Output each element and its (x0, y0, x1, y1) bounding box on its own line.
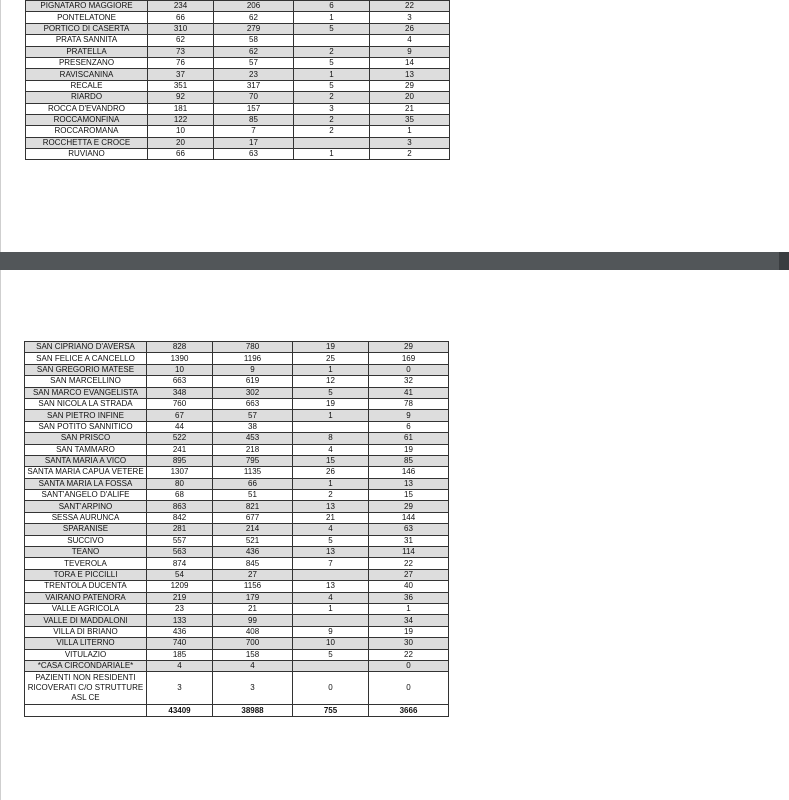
value-cell: 20 (148, 137, 214, 148)
value-cell: 13 (293, 501, 369, 512)
value-cell: 27 (213, 569, 293, 580)
value-cell: 157 (214, 103, 294, 114)
value-cell: 26 (370, 23, 450, 34)
value-cell: 37 (148, 69, 214, 80)
table-row (26, 80, 450, 91)
value-cell: 5 (294, 57, 370, 68)
value-cell: 144 (369, 512, 449, 523)
value-cell: 14 (370, 57, 450, 68)
value-cell: 279 (214, 23, 294, 34)
value-cell: 557 (147, 535, 213, 546)
value-cell: 1 (293, 410, 369, 421)
value-cell: 41 (369, 387, 449, 398)
municipality-cell: ROCCHETTA E CROCE (26, 137, 148, 148)
value-cell: 12 (293, 376, 369, 387)
table-row (25, 444, 449, 455)
table-row (25, 455, 449, 466)
municipalities-table-top (25, 0, 450, 160)
table-row (25, 433, 449, 444)
municipality-cell: TORA E PICCILLI (25, 569, 147, 580)
value-cell: 0 (369, 660, 449, 671)
municipality-cell: SANTA MARIA A VICO (25, 455, 147, 466)
table-row (26, 126, 450, 137)
value-cell: 54 (147, 569, 213, 580)
value-cell: 99 (213, 615, 293, 626)
table-row (25, 512, 449, 523)
value-cell: 1307 (147, 467, 213, 478)
value-cell: 281 (147, 524, 213, 535)
value-cell: 62 (214, 46, 294, 57)
table-row (25, 410, 449, 421)
table-row (26, 69, 450, 80)
table-row (25, 501, 449, 512)
value-cell: 663 (147, 376, 213, 387)
table-row (25, 649, 449, 660)
value-cell: 20 (370, 92, 450, 103)
value-cell: 21 (370, 103, 450, 114)
value-cell: 85 (214, 114, 294, 125)
table-row (25, 581, 449, 592)
municipality-cell: RUVIANO (26, 149, 148, 160)
value-cell: 67 (147, 410, 213, 421)
value-cell: 61 (369, 433, 449, 444)
value-cell: 842 (147, 512, 213, 523)
value-cell: 1390 (147, 353, 213, 364)
value-cell: 19 (369, 444, 449, 455)
value-cell: 780 (213, 342, 293, 353)
value-cell: 0 (293, 672, 369, 705)
value-cell: 317 (214, 80, 294, 91)
value-cell: 19 (293, 398, 369, 409)
value-cell: 15 (293, 455, 369, 466)
value-cell (293, 421, 369, 432)
value-cell: 21 (293, 512, 369, 523)
value-cell: 700 (213, 638, 293, 649)
municipality-cell: RIARDO (26, 92, 148, 103)
value-cell: 5 (293, 535, 369, 546)
municipality-cell: SAN PRISCO (25, 433, 147, 444)
table-row (26, 35, 450, 46)
municipality-cell: SAN MARCELLINO (25, 376, 147, 387)
municipality-cell: SAN NICOLA LA STRADA (25, 398, 147, 409)
municipality-cell: SAN CIPRIANO D'AVERSA (25, 342, 147, 353)
municipality-cell: PRATELLA (26, 46, 148, 57)
value-cell: 302 (213, 387, 293, 398)
value-cell: 5 (293, 387, 369, 398)
value-cell: 57 (214, 57, 294, 68)
municipality-cell: SESSA AURUNCA (25, 512, 147, 523)
value-cell: 1209 (147, 581, 213, 592)
value-cell: 13 (293, 581, 369, 592)
table-row (25, 603, 449, 614)
municipality-cell: SANT'ARPINO (25, 501, 147, 512)
value-cell: 1 (294, 12, 370, 23)
value-cell: 34 (369, 615, 449, 626)
value-cell: 80 (147, 478, 213, 489)
value-cell: 436 (147, 626, 213, 637)
value-cell: 863 (147, 501, 213, 512)
value-cell: 4 (293, 524, 369, 535)
value-cell: 62 (214, 12, 294, 23)
value-cell: 821 (213, 501, 293, 512)
value-cell: 35 (370, 114, 450, 125)
table-row (26, 137, 450, 148)
value-cell: 5 (294, 80, 370, 91)
table-row (26, 92, 450, 103)
value-cell: 663 (213, 398, 293, 409)
municipality-cell: RECALE (26, 80, 148, 91)
table-row (25, 421, 449, 432)
value-cell: 218 (213, 444, 293, 455)
value-cell: 2 (370, 149, 450, 160)
municipalities-table-bottom (24, 341, 449, 717)
table-row (25, 467, 449, 478)
value-cell: 146 (369, 467, 449, 478)
table-row (26, 114, 450, 125)
value-cell: 13 (369, 478, 449, 489)
value-cell: 181 (148, 103, 214, 114)
value-cell: 310 (148, 23, 214, 34)
municipality-cell: VALLE AGRICOLA (25, 603, 147, 614)
value-cell: 4 (293, 592, 369, 603)
municipality-cell: SANTA MARIA CAPUA VETERE (25, 467, 147, 478)
value-cell: 7 (293, 558, 369, 569)
value-cell: 23 (214, 69, 294, 80)
value-cell: 22 (369, 649, 449, 660)
value-cell: 760 (147, 398, 213, 409)
value-cell: 31 (369, 535, 449, 546)
municipality-cell: RAVISCANINA (26, 69, 148, 80)
municipality-cell: PIGNATARO MAGGIORE (26, 1, 148, 12)
total-value-cell: 3666 (369, 705, 449, 716)
value-cell: 10 (147, 364, 213, 375)
value-cell: 13 (293, 547, 369, 558)
municipality-cell: PRESENZANO (26, 57, 148, 68)
value-cell: 133 (147, 615, 213, 626)
table-row (26, 149, 450, 160)
value-cell: 677 (213, 512, 293, 523)
table-row (26, 103, 450, 114)
value-cell: 38 (213, 421, 293, 432)
value-cell: 13 (370, 69, 450, 80)
value-cell: 206 (214, 1, 294, 12)
value-cell: 29 (369, 501, 449, 512)
non-resident-patients-row (25, 672, 449, 705)
value-cell: 219 (147, 592, 213, 603)
value-cell (294, 35, 370, 46)
value-cell: 0 (369, 364, 449, 375)
municipality-cell: ROCCAROMANA (26, 126, 148, 137)
table-row (26, 23, 450, 34)
value-cell: 63 (369, 524, 449, 535)
table-row (25, 398, 449, 409)
value-cell: 1 (293, 603, 369, 614)
value-cell: 521 (213, 535, 293, 546)
table-row (25, 535, 449, 546)
value-cell: 10 (293, 638, 369, 649)
value-cell: 8 (293, 433, 369, 444)
value-cell: 3 (147, 672, 213, 705)
table-row (25, 490, 449, 501)
municipality-cell: PRATA SANNITA (26, 35, 148, 46)
value-cell: 92 (148, 92, 214, 103)
municipality-cell: SAN GREGORIO MATESE (25, 364, 147, 375)
value-cell: 214 (213, 524, 293, 535)
value-cell (293, 569, 369, 580)
municipality-cell: SAN MARCO EVANGELISTA (25, 387, 147, 398)
table-row (25, 660, 449, 671)
value-cell: 9 (369, 410, 449, 421)
value-cell: 78 (369, 398, 449, 409)
municipality-cell: VILLA DI BRIANO (25, 626, 147, 637)
value-cell: 795 (213, 455, 293, 466)
municipality-cell: SAN POTITO SANNITICO (25, 421, 147, 432)
table-row (26, 1, 450, 12)
table-row (25, 478, 449, 489)
value-cell: 17 (214, 137, 294, 148)
municipality-cell: TEANO (25, 547, 147, 558)
value-cell: 1 (294, 69, 370, 80)
municipality-cell: *CASA CIRCONDARIALE* (25, 660, 147, 671)
municipality-cell: ROCCAMONFINA (26, 114, 148, 125)
value-cell: 2 (294, 114, 370, 125)
table-row (25, 626, 449, 637)
table-row (26, 57, 450, 68)
value-cell: 68 (147, 490, 213, 501)
value-cell: 27 (369, 569, 449, 580)
municipality-cell: VAIRANO PATENORA (25, 592, 147, 603)
value-cell: 114 (369, 547, 449, 558)
value-cell: 9 (370, 46, 450, 57)
value-cell: 7 (214, 126, 294, 137)
value-cell: 62 (148, 35, 214, 46)
value-cell: 3 (370, 137, 450, 148)
value-cell: 2 (294, 46, 370, 57)
value-cell: 1 (293, 478, 369, 489)
table-row (25, 353, 449, 364)
value-cell: 179 (213, 592, 293, 603)
value-cell: 169 (369, 353, 449, 364)
value-cell: 51 (213, 490, 293, 501)
table-row (25, 376, 449, 387)
value-cell: 185 (147, 649, 213, 660)
municipality-cell: SANTA MARIA LA FOSSA (25, 478, 147, 489)
municipality-cell: VITULAZIO (25, 649, 147, 660)
value-cell: 241 (147, 444, 213, 455)
value-cell: 23 (147, 603, 213, 614)
table-row (25, 638, 449, 649)
value-cell: 4 (213, 660, 293, 671)
value-cell: 21 (213, 603, 293, 614)
value-cell: 522 (147, 433, 213, 444)
value-cell: 408 (213, 626, 293, 637)
value-cell: 619 (213, 376, 293, 387)
table-row (25, 524, 449, 535)
municipality-cell: PORTICO DI CASERTA (26, 23, 148, 34)
value-cell: 40 (369, 581, 449, 592)
value-cell: 63 (214, 149, 294, 160)
pdf-page-1 (0, 0, 789, 252)
value-cell: 22 (369, 558, 449, 569)
value-cell: 3 (294, 103, 370, 114)
value-cell: 5 (293, 649, 369, 660)
municipality-cell: SPARANISE (25, 524, 147, 535)
value-cell: 1 (370, 126, 450, 137)
table-row (25, 547, 449, 558)
value-cell: 58 (214, 35, 294, 46)
value-cell: 5 (294, 23, 370, 34)
municipality-cell: SAN PIETRO INFINE (25, 410, 147, 421)
table-row (26, 12, 450, 23)
value-cell: 66 (213, 478, 293, 489)
table-row (25, 364, 449, 375)
value-cell (293, 660, 369, 671)
value-cell: 44 (147, 421, 213, 432)
value-cell: 828 (147, 342, 213, 353)
value-cell: 453 (213, 433, 293, 444)
value-cell: 2 (294, 92, 370, 103)
table-row (26, 46, 450, 57)
value-cell: 0 (369, 672, 449, 705)
total-value-cell: 755 (293, 705, 369, 716)
value-cell: 348 (147, 387, 213, 398)
table-row (25, 387, 449, 398)
value-cell: 26 (293, 467, 369, 478)
value-cell: 9 (293, 626, 369, 637)
value-cell: 4 (293, 444, 369, 455)
value-cell: 19 (369, 626, 449, 637)
value-cell: 351 (148, 80, 214, 91)
value-cell: 1196 (213, 353, 293, 364)
value-cell: 19 (293, 342, 369, 353)
value-cell: 4 (370, 35, 450, 46)
value-cell: 1 (369, 603, 449, 614)
value-cell: 2 (294, 126, 370, 137)
value-cell: 1 (293, 364, 369, 375)
total-label-cell (25, 705, 147, 716)
value-cell: 740 (147, 638, 213, 649)
value-cell: 1 (294, 149, 370, 160)
value-cell: 29 (369, 342, 449, 353)
value-cell: 57 (213, 410, 293, 421)
value-cell: 4 (147, 660, 213, 671)
value-cell: 22 (370, 1, 450, 12)
value-cell: 563 (147, 547, 213, 558)
total-value-cell: 43409 (147, 705, 213, 716)
value-cell: 29 (370, 80, 450, 91)
table-row (25, 592, 449, 603)
value-cell: 122 (148, 114, 214, 125)
value-cell: 3 (370, 12, 450, 23)
value-cell: 1135 (213, 467, 293, 478)
page-separator (0, 252, 789, 270)
value-cell: 845 (213, 558, 293, 569)
value-cell: 66 (148, 149, 214, 160)
value-cell: 9 (213, 364, 293, 375)
value-cell: 85 (369, 455, 449, 466)
total-row (25, 705, 449, 716)
municipality-cell: SAN TAMMARO (25, 444, 147, 455)
municipality-cell: ROCCA D'EVANDRO (26, 103, 148, 114)
value-cell: 1156 (213, 581, 293, 592)
value-cell: 73 (148, 46, 214, 57)
value-cell: 2 (293, 490, 369, 501)
value-cell: 10 (148, 126, 214, 137)
value-cell: 895 (147, 455, 213, 466)
value-cell: 3 (213, 672, 293, 705)
value-cell: 158 (213, 649, 293, 660)
value-cell: 234 (148, 1, 214, 12)
table-row (25, 342, 449, 353)
municipality-cell: SANT'ANGELO D'ALIFE (25, 490, 147, 501)
municipality-cell: TEVEROLA (25, 558, 147, 569)
municipality-cell: TRENTOLA DUCENTA (25, 581, 147, 592)
value-cell (294, 137, 370, 148)
note-label-cell: PAZIENTI NON RESIDENTI RICOVERATI C/O STRUTTURE ASL CE (25, 672, 147, 705)
municipality-cell: SAN FELICE A CANCELLO (25, 353, 147, 364)
value-cell: 25 (293, 353, 369, 364)
value-cell: 436 (213, 547, 293, 558)
table-row (25, 615, 449, 626)
value-cell: 30 (369, 638, 449, 649)
value-cell: 15 (369, 490, 449, 501)
municipality-cell: PONTELATONE (26, 12, 148, 23)
municipality-cell: VILLA LITERNO (25, 638, 147, 649)
municipality-cell: SUCCIVO (25, 535, 147, 546)
value-cell: 70 (214, 92, 294, 103)
value-cell: 36 (369, 592, 449, 603)
table-row (25, 569, 449, 580)
municipality-cell: VALLE DI MADDALONI (25, 615, 147, 626)
value-cell: 32 (369, 376, 449, 387)
table-row (25, 558, 449, 569)
value-cell: 6 (294, 1, 370, 12)
total-value-cell: 38988 (213, 705, 293, 716)
value-cell (293, 615, 369, 626)
value-cell: 76 (148, 57, 214, 68)
value-cell: 6 (369, 421, 449, 432)
value-cell: 66 (148, 12, 214, 23)
value-cell: 874 (147, 558, 213, 569)
